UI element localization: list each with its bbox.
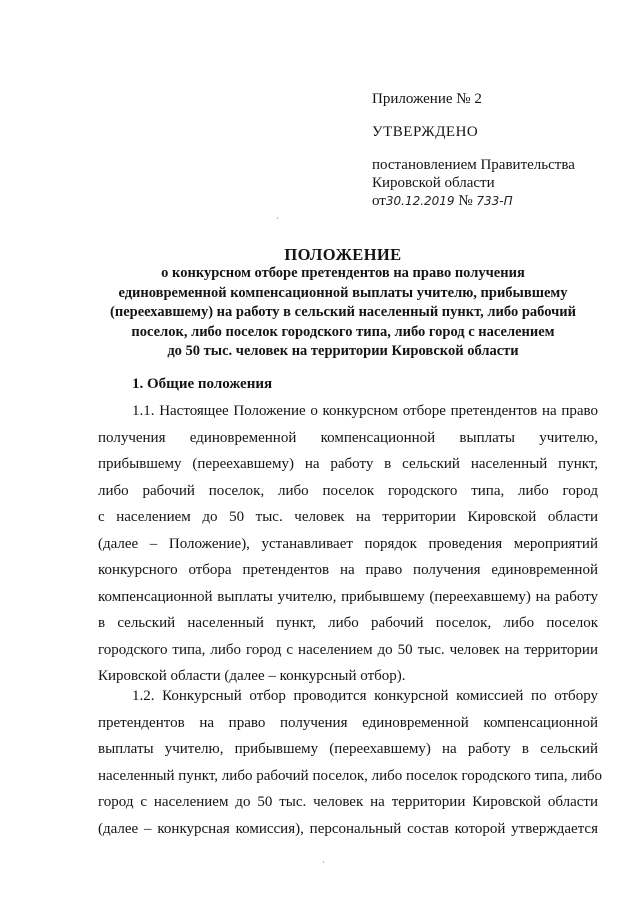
decree-line-2: Кировской области [372, 175, 495, 191]
subtitle-line: поселок, либо поселок городского типа, либо город с населением [131, 323, 555, 340]
paragraph-line: прибывшему (переехавшему) на работу в сельский населенный пункт, [98, 456, 598, 472]
decree-date-number [372, 192, 575, 210]
decree-number-handwritten: 733-П [476, 194, 513, 208]
paragraph-1-1 [98, 398, 598, 690]
paragraph-line: получения единовременной компенсационной выплаты учителю, [98, 429, 598, 446]
subtitle-line: о конкурсном отборе претендентов на право получения [161, 265, 525, 281]
paragraph-line: выплаты учителю, прибывшему (переехавшему) на работу в сельский [98, 741, 598, 757]
paragraph-line: в сельский населенный пункт, либо рабочий поселок, либо поселок [98, 615, 598, 631]
section-heading: 1. Общие положения [132, 376, 273, 392]
appendix-label: Приложение № 2 [372, 91, 482, 107]
paragraph-line: город с населением до 50 тыс. человек на территории Кировской области [98, 794, 598, 810]
scan-speck: · [276, 214, 279, 223]
subtitle-line: единовременной компенсационной выплаты учителю, прибывшему [118, 284, 568, 301]
decree-number-label: № [458, 193, 473, 209]
paragraph-line: компенсационной выплаты учителю, прибывшему (переехавшему) на работу [98, 588, 598, 605]
paragraph-line: Кировской области (далее – конкурсный отбор). [98, 668, 406, 684]
paragraph-line: городского типа, либо город с населением до 50 тыс. человек на территории [98, 641, 598, 658]
decree-reference [372, 156, 575, 210]
paragraph-line: населенный пункт, либо рабочий поселок, либо поселок городского типа, либо [98, 767, 603, 784]
paragraph-line: либо рабочий поселок, либо поселок городского типа, либо город [98, 482, 598, 499]
decree-line-1: постановлением Правительства [372, 157, 575, 173]
paragraph-line: с населением до 50 тыс. человек на территории Кировской области [98, 509, 598, 525]
paragraph-line: (далее – Положение), устанавливает порядок проведения мероприятий [98, 535, 598, 552]
paragraph-1-2 [98, 683, 603, 842]
paragraph-line: (далее – конкурсная комиссия), персональный состав которой утверждается [98, 820, 598, 837]
approved-stamp-text: УТВЕРЖДЕНО [372, 124, 479, 140]
subtitle-line: (переехавшему) на работу в сельский населенный пункт, либо рабочий [110, 304, 576, 320]
document-subtitle [98, 264, 588, 362]
paragraph-line: 1.2. Конкурсный отбор проводится конкурсной комиссией по отбору [132, 688, 598, 704]
paragraph-line: претендентов на право получения единовременной компенсационной [98, 714, 598, 731]
subtitle-line: до 50 тыс. человек на территории Кировской области [167, 343, 519, 359]
document-title: ПОЛОЖЕНИЕ [284, 245, 402, 264]
paragraph-line: 1.1. Настоящее Положение о конкурсном отборе претендентов на право [132, 403, 598, 419]
decree-date-handwritten: 30.12.2019 [385, 194, 455, 208]
scan-speck: · [322, 858, 325, 867]
paragraph-line: конкурсного отбора претендентов на право получения единовременной [98, 562, 598, 578]
decree-from-prefix: от [372, 193, 386, 209]
